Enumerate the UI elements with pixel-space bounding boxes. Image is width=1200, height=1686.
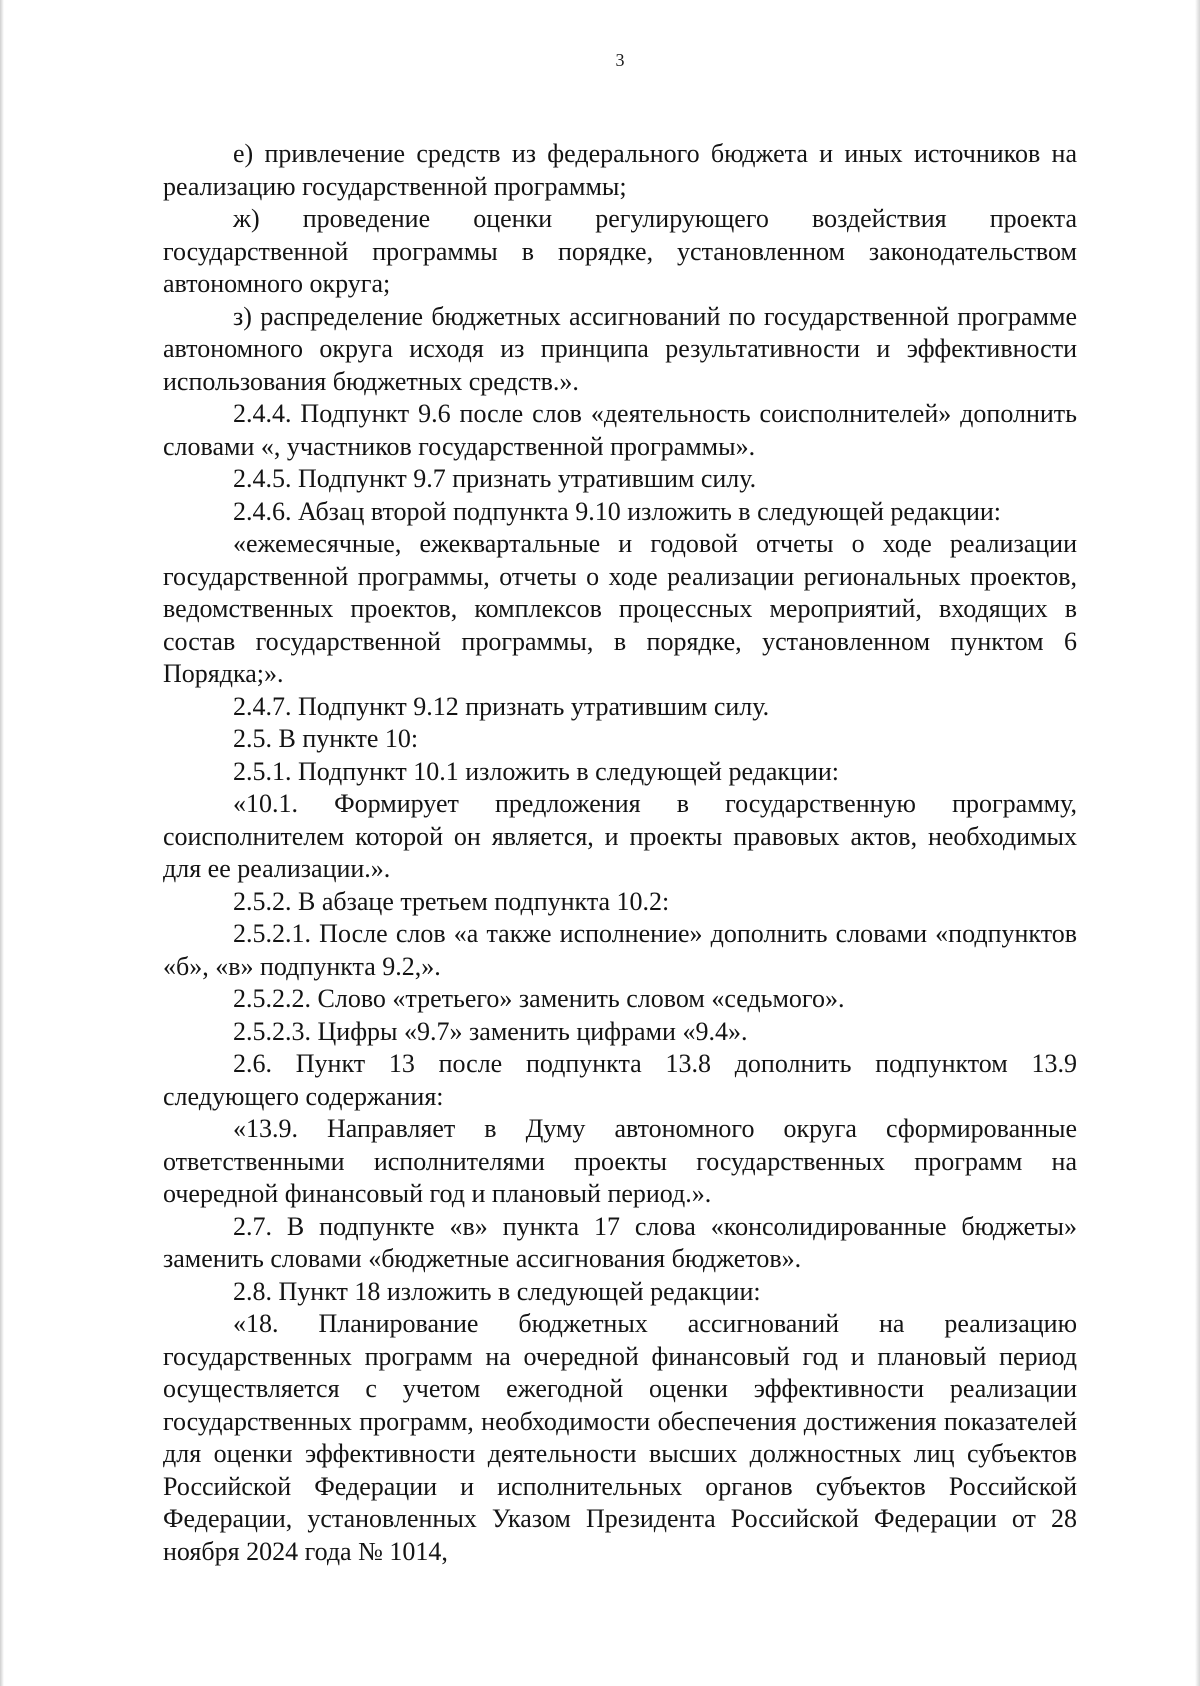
paragraph-2-4-5: 2.4.5. Подпункт 9.7 признать утратившим силу.	[233, 464, 757, 493]
scan-edge-left	[0, 0, 4, 1686]
paragraph-2-5-2-1: 2.5.2.1. После слов «а также исполнение» дополнить словами «подпунктов «б», «в» подпункта 9.2,».	[163, 919, 1077, 981]
paragraph-2-5-2: 2.5.2. В абзаце третьем подпункта 10.2:	[233, 886, 670, 916]
paragraph-2-4-6: 2.4.6. Абзац второй подпункта 9.10 изложить в следующей редакции:	[233, 496, 1001, 526]
paragraph-2-7: 2.7. В подпункте «в» пункта 17 слова «консолидированные бюджеты» заменить словами «бюджетные ассигнования бюджетов».	[163, 1211, 1077, 1273]
paragraph-2-6: 2.6. Пункт 13 после подпункта 13.8 дополнить подпунктом 13.9 следующего содержания:	[163, 1049, 1077, 1111]
paragraph-e: е) привлечение средств из федерального бюджета и иных источников на реализацию государственной программы;	[163, 139, 1077, 201]
paragraph-2-5-2-2: 2.5.2.2. Слово «третьего» заменить словом «седьмого».	[233, 984, 845, 1013]
paragraph-zh: ж) проведение оценки регулирующего воздействия проекта государственной программы в порядке, установленном законодательством автономного округа;	[163, 204, 1077, 298]
paragraph-18-quote: «18. Планирование бюджетных ассигнований на реализацию государственных программ на очередной финансовый год и плановый период осуществляется с учетом ежегодной оценки эффективности реализации государственных программ, необходимости обеспечения достижения показателей для оценки эффективности деятельности высших должностных лиц субъектов Российской Федерации и исполнительных органов субъектов Российской Федерации, установленных Указом Президента Российской Федерации от 28 ноября 2024 года № 1014,	[163, 1309, 1077, 1566]
paragraph-2-5: 2.5. В пункте 10:	[233, 724, 419, 753]
paragraph-2-4-6-quote: «ежемесячные, ежеквартальные и годовой отчеты о ходе реализации государственной программы, отчеты о ходе реализации региональных проектов, ведомственных проектов, комплексов процессных мероприятий, входящих в состав государственной программы, в порядке, установленном пунктом 6 Порядка;».	[163, 529, 1077, 688]
paragraph-2-5-2-3: 2.5.2.3. Цифры «9.7» заменить цифрами «9.4».	[233, 1016, 748, 1046]
paragraph-13-9-quote: «13.9. Направляет в Думу автономного округа сформированные ответственными исполнителями проекты государственных программ на очередной финансовый год и плановый период.».	[163, 1114, 1077, 1208]
document-body	[163, 138, 1077, 1568]
paragraph-2-4-7: 2.4.7. Подпункт 9.12 признать утратившим силу.	[233, 691, 770, 721]
paragraph-2-4-4: 2.4.4. Подпункт 9.6 после слов «деятельность соисполнителей» дополнить словами «, участников государственной программы».	[163, 399, 1077, 461]
paragraph-2-5-1: 2.5.1. Подпункт 10.1 изложить в следующей редакции:	[233, 756, 840, 786]
scan-edge-right	[1195, 0, 1200, 1686]
paragraph-z: з) распределение бюджетных ассигнований по государственной программе автономного округа исходя из принципа результативности и эффективности использования бюджетных средств.».	[163, 301, 1077, 396]
page-number: 3	[615, 50, 625, 70]
paragraph-2-8: 2.8. Пункт 18 изложить в следующей редакции:	[233, 1276, 761, 1306]
paragraph-10-1-quote: «10.1. Формирует предложения в государственную программу, соисполнителем которой он является, и проекты правовых актов, необходимых для ее реализации.».	[163, 789, 1077, 883]
